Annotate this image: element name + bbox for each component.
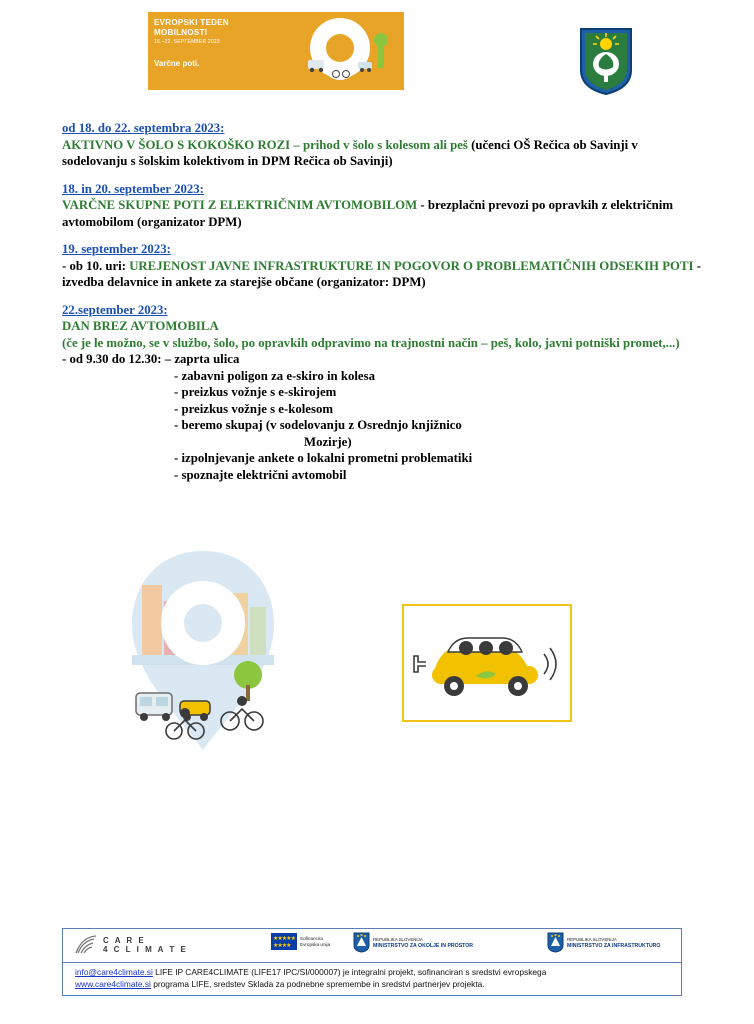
- care4climate-wordmark: C A R E 4 C L I M A T E: [103, 936, 188, 954]
- email-link[interactable]: info@care4climate.si: [75, 967, 153, 977]
- block-title: DAN BREZ AVTOMOBILA: [62, 319, 219, 333]
- block-detail: (učenci OŠ Rečica ob Savinji v sodelovanju s šolskim kolektivom in DPM Rečica ob Savinji): [62, 137, 638, 168]
- ministry-infrastructure-logo: [547, 932, 660, 953]
- footer-text-line-1: info@care4climate.si LIFE IP CARE4CLIMATE (LIFE17 IPC/SI/000007) je integralni projekt, sofinanciran s sredstvi evropskega: [75, 967, 547, 977]
- banner-text-block: [148, 12, 278, 90]
- block-detail: - izvedba delavnice in ankete za starejše občane (organizator: DPM): [62, 258, 701, 289]
- footer-project-text: [75, 967, 546, 990]
- block-date: 22.september 2023:: [62, 302, 168, 317]
- block-title: UREJENOST JAVNE INFRASTRUKTURE IN POGOVOR O PROBLEMATIČNIH ODSEKIH POTI: [129, 258, 694, 273]
- slovenia-emblem-icon: [353, 932, 370, 953]
- block-prefix: - ob 10. uri:: [62, 258, 130, 273]
- footer-text-line-2: www.care4climate.si programa LIFE, sredstev Sklada za podnebne spremembe in sredstvi partnerjev projekta.: [75, 978, 485, 989]
- block-note: (če je le možno, se v službo, šolo, po opravkih odpravimo na trajnostni način – peš, kolo, javni potniški promet,...): [62, 335, 680, 350]
- block-body: [62, 137, 702, 170]
- program-block: [62, 181, 702, 231]
- block-time-line: - od 9.30 do 12.30: – zaprta ulica: [62, 352, 240, 366]
- municipality-coat-of-arms-icon: [578, 26, 634, 96]
- eu-funding-text: Sofinancira Evropska unija: [300, 935, 331, 947]
- header-row: [0, 12, 754, 112]
- activity-item: - preizkus vožnje s e-skirojem: [174, 385, 337, 399]
- activity-item: - preizkus vožnje s e-kolesom: [174, 401, 333, 416]
- activity-item: - izpolnjevanje ankete o lokalni prometni problematiki: [174, 451, 473, 465]
- eu-flag-icon: ★★★★★ ★★★★: [271, 933, 297, 950]
- block-title: VARČNE SKUPNE POTI Z ELEKTRIČNIM AVTOMOBILOM: [62, 198, 418, 212]
- banner-dates: 16.–22. SEPTEMBER 2023: [154, 39, 220, 45]
- footer-funding-bar: [62, 928, 682, 996]
- program-block: [62, 302, 702, 484]
- block-date: 19. september 2023:: [62, 242, 171, 256]
- eu-funding-logo: [271, 933, 330, 950]
- activity-item: - beremo skupaj (v sodelovanju z Osrednjo knjižnico: [174, 418, 462, 432]
- electric-car-illustration: [402, 604, 572, 722]
- ministry-environment-logo: [353, 932, 473, 953]
- activity-item: - zabavni poligon za e-skiro in kolesa: [174, 368, 375, 383]
- slovenia-emblem-icon: [547, 932, 564, 953]
- city-location-pin-illustration: [118, 545, 288, 760]
- block-date: od 18. do 22. septembra 2023:: [62, 121, 225, 135]
- block-detail: - brezplačni prevozi po opravkih z električnim avtomobilom (organizator DPM): [62, 198, 673, 229]
- ministry-infrastructure-text: REPUBLIKA SLOVENIJA MINISTRSTVO ZA INFRASTRUKTURO: [567, 936, 661, 949]
- banner-illustration-icon: [274, 12, 404, 90]
- block-body: [62, 258, 702, 291]
- activity-item-continued: Mozirje): [304, 434, 352, 449]
- activity-list: [174, 368, 702, 484]
- banner-subtitle: Varčne poti.: [154, 59, 200, 68]
- program-block: [62, 120, 702, 170]
- document-body: [62, 120, 702, 494]
- care4climate-logo: [73, 933, 188, 957]
- footer-divider: [63, 962, 681, 963]
- european-mobility-week-banner: [148, 12, 404, 90]
- block-body: [62, 197, 702, 230]
- website-link[interactable]: www.care4climate.si: [75, 978, 151, 989]
- ministry-environment-text: REPUBLIKA SLOVENIJA MINISTRSTVO ZA OKOLJE IN PROSTOR: [373, 936, 474, 949]
- activity-item: - spoznajte električni avtomobil: [174, 467, 347, 482]
- program-block: [62, 241, 702, 291]
- block-date: 18. in 20. september 2023:: [62, 181, 204, 196]
- banner-title: EVROPSKI TEDEN MOBILNOSTI: [154, 18, 229, 37]
- footer-logo-row: [63, 929, 681, 961]
- block-title: AKTIVNO V ŠOLO S KOKOŠKO ROZI – prihod v šolo s kolesom ali peš: [62, 137, 468, 152]
- care4climate-mark-icon: [73, 933, 99, 957]
